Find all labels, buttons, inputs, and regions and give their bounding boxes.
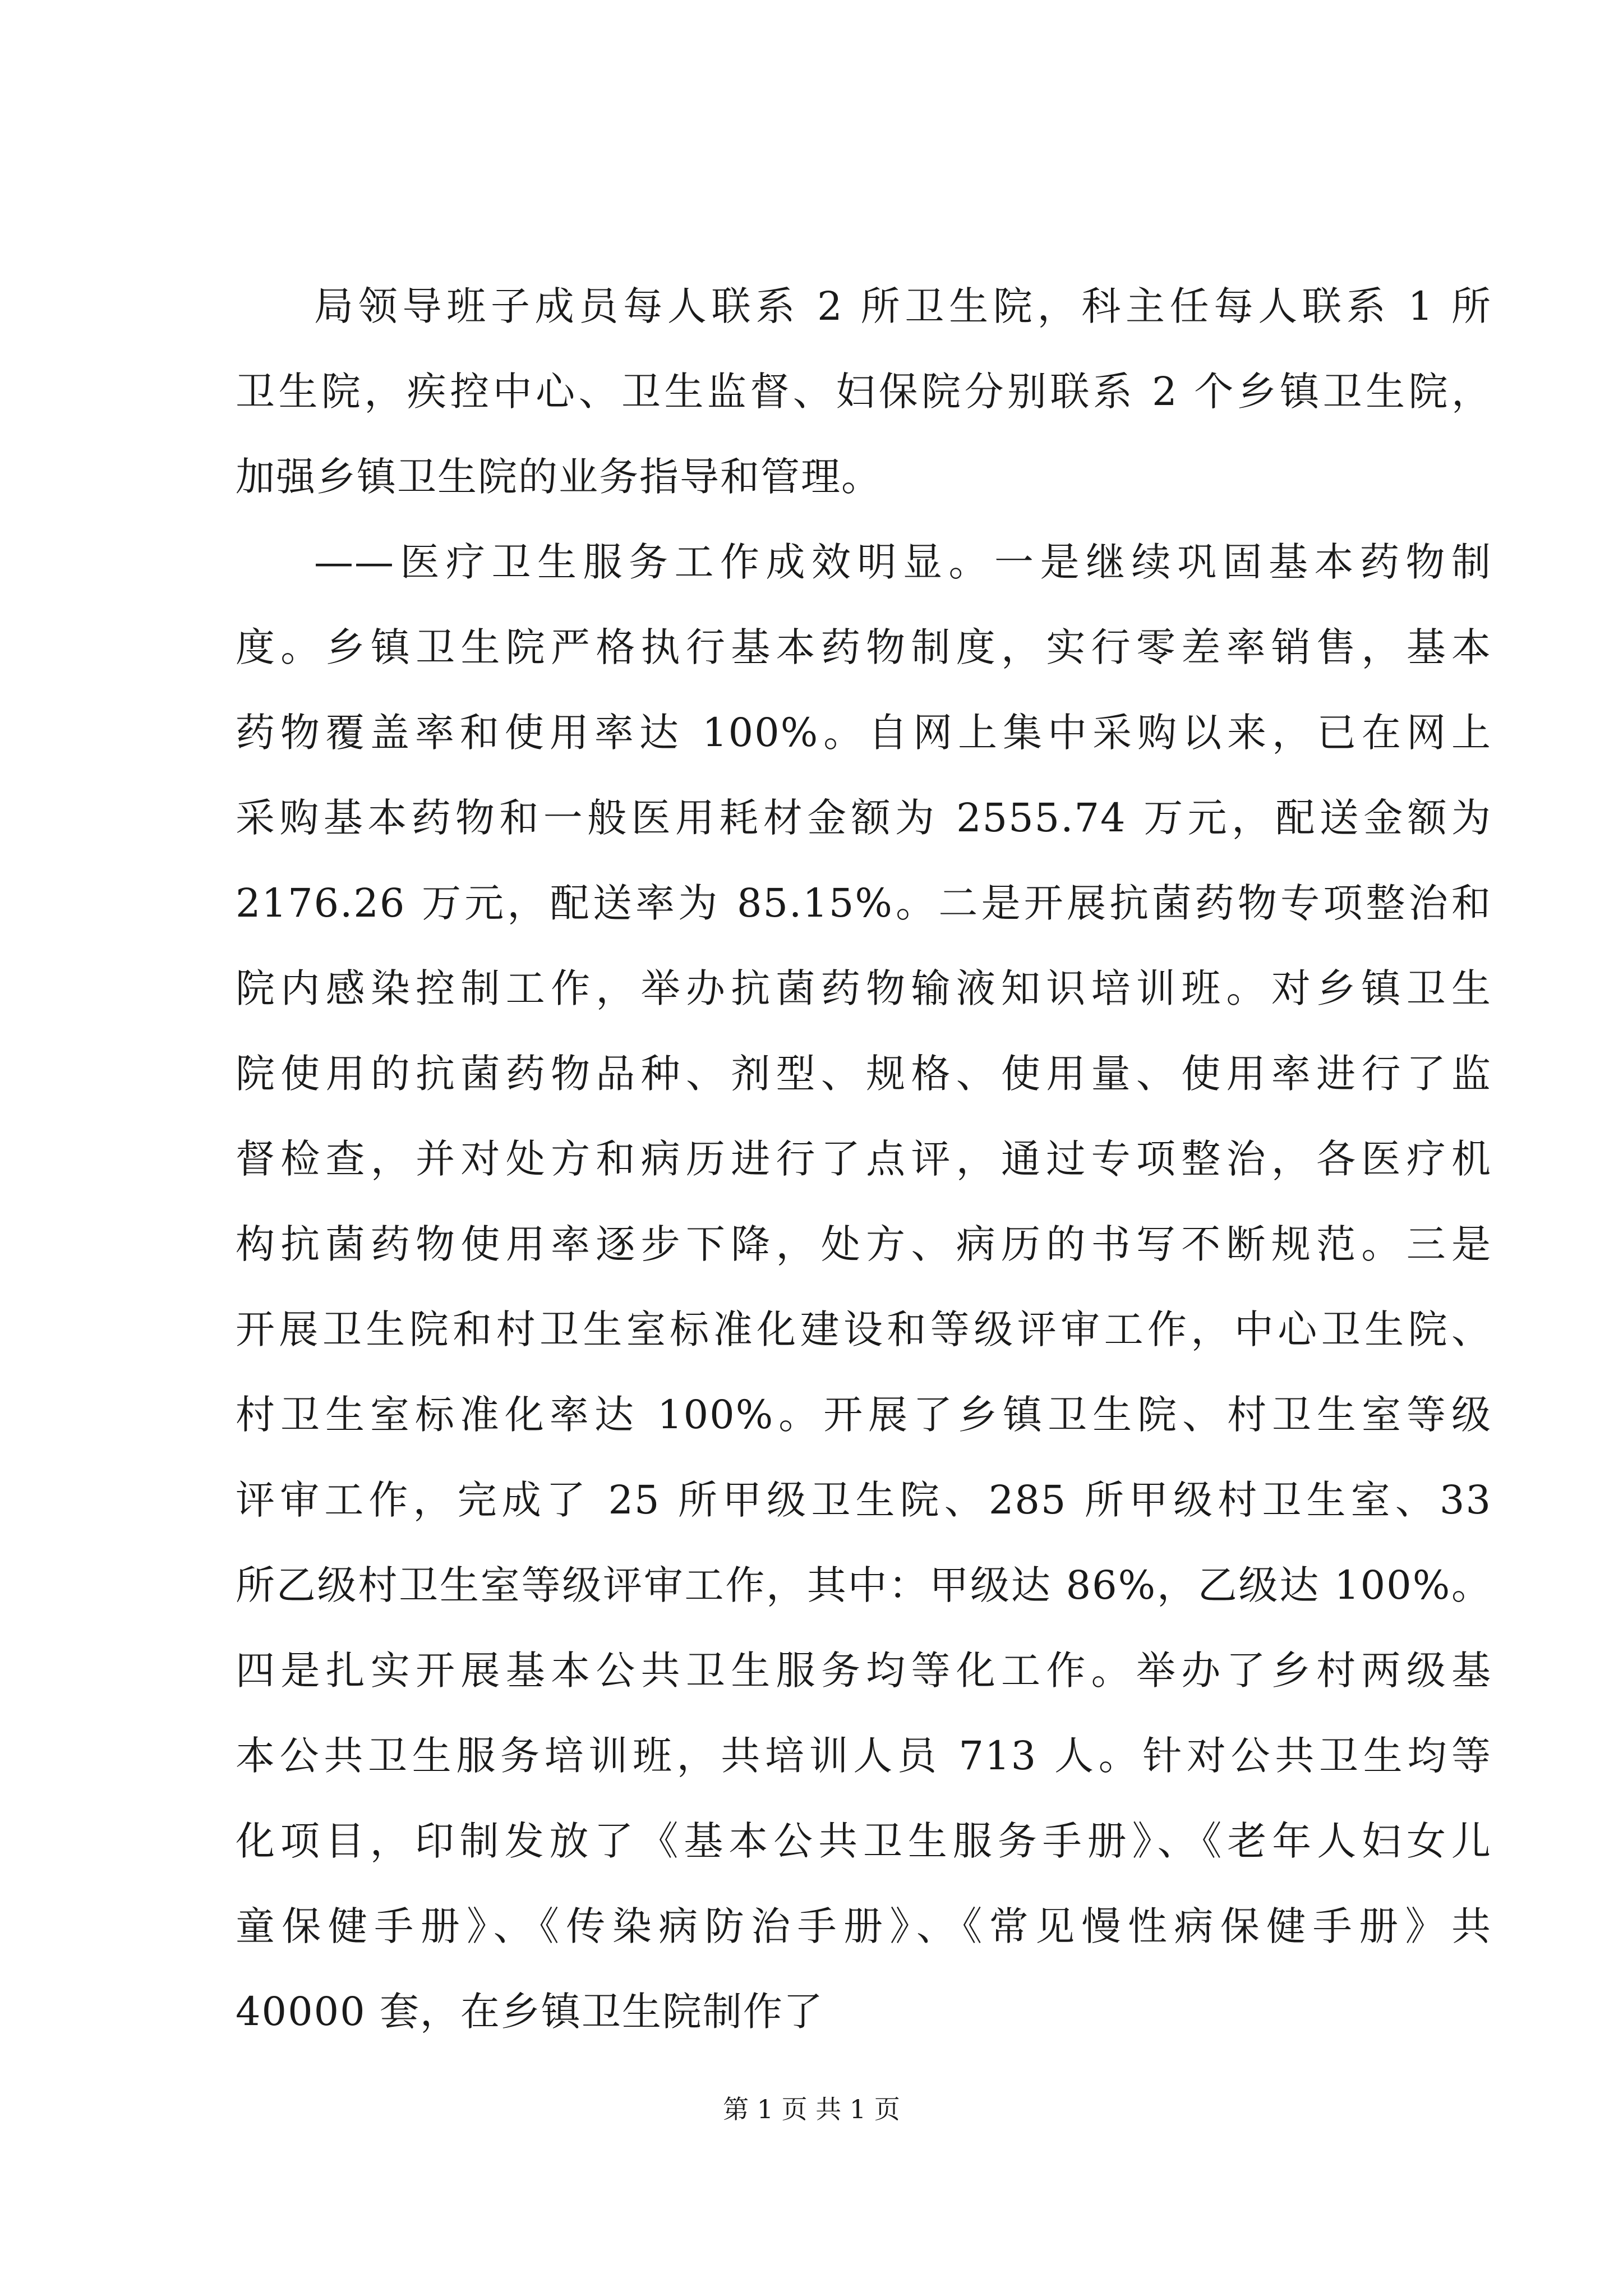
text-line: 本公共卫生服务培训班，共培训人员 713 人。针对公共卫生均等 (236, 1733, 1492, 1779)
text-line: 四是扎实开展基本公共卫生服务均等化工作。举办了乡村两级基 (236, 1648, 1492, 1694)
text-line: ——医疗卫生服务工作成效明显。一是继续巩固基本药物制 (314, 539, 1492, 585)
page-footer (0, 2092, 1623, 2126)
text-line: 构抗菌药物使用率逐步下降，处方、病历的书写不断规范。三是 (236, 1221, 1492, 1267)
body-text (236, 264, 1492, 2054)
text-line: 院使用的抗菌药物品种、剂型、规格、使用量、使用率进行了监 (236, 1051, 1492, 1097)
page-number-label: 第 1 页 共 1 页 (723, 2094, 900, 2124)
text-line: 院内感染控制工作，举办抗菌药物输液知识培训班。对乡镇卫生 (236, 965, 1492, 1011)
text-line: 童保健手册》、《传染病防治手册》、《常见慢性病保健手册》共 (236, 1903, 1492, 1949)
text-line: 卫生院，疾控中心、卫生监督、妇保院分别联系 2 个乡镇卫生院， (236, 369, 1492, 415)
text-line: 督检查，并对处方和病历进行了点评，通过专项整治，各医疗机 (236, 1136, 1492, 1182)
text-line: 药物覆盖率和使用率达 100%。自网上集中采购以来，已在网上 (236, 710, 1492, 756)
text-line: 加强乡镇卫生院的业务指导和管理。 (236, 454, 882, 500)
text-line: 开展卫生院和村卫生室标准化建设和等级评审工作，中心卫生院、 (236, 1306, 1492, 1352)
text-line: 所乙级村卫生室等级评审工作，其中：甲级达 86%，乙级达 100%。 (236, 1562, 1492, 1608)
text-line: 40000 套，在乡镇卫生院制作了 (236, 1989, 824, 2035)
text-line: 评审工作，完成了 25 所甲级卫生院、285 所甲级村卫生室、33 (236, 1477, 1492, 1523)
text-line: 局领导班子成员每人联系 2 所卫生院，科主任每人联系 1 所 (314, 283, 1492, 329)
text-line: 采购基本药物和一般医用耗材金额为 2555.74 万元，配送金额为 (236, 795, 1492, 841)
text-line: 度。乡镇卫生院严格执行基本药物制度，实行零差率销售，基本 (236, 624, 1492, 670)
text-line: 村卫生室标准化率达 100%。开展了乡镇卫生院、村卫生室等级 (236, 1392, 1492, 1438)
text-line: 2176.26 万元，配送率为 85.15%。二是开展抗菌药物专项整治和 (236, 880, 1492, 926)
text-line: 化项目，印制发放了《基本公共卫生服务手册》、《老年人妇女儿 (236, 1818, 1492, 1864)
